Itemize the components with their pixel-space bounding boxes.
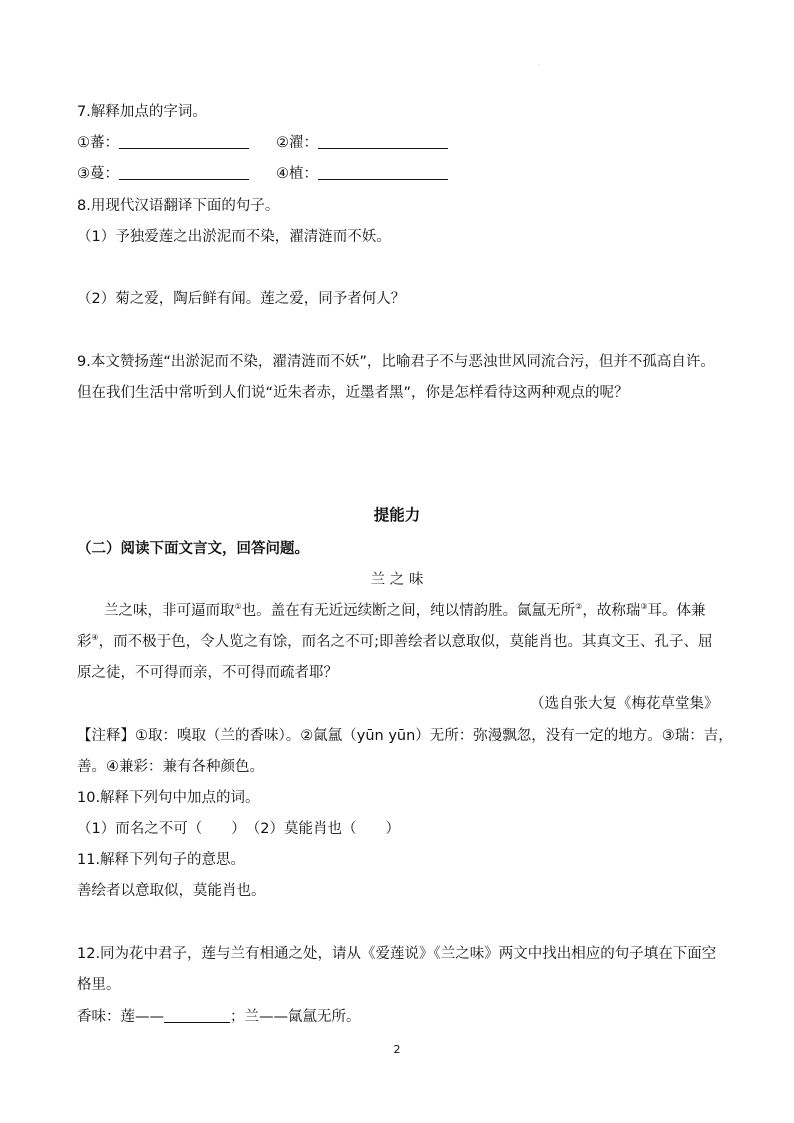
page-number: 2 [393,1043,401,1056]
essay-text: 兰之味，非可逼而取 [104,603,235,619]
q12-line-2: 格里。 [77,977,121,993]
q10-items: （1）而名之不可（ ） （2）莫能肖也（ ） [77,821,400,837]
note-marker: ① [234,602,242,612]
q8-sentence-1: （1）予独爱莲之出淤泥而不染，濯清涟而不妖。 [77,229,391,245]
essay-text: 彩 [77,634,92,650]
q12-line-3 [77,1007,361,1027]
q11-sentence: 善绘者以意取似，莫能肖也。 [77,883,266,899]
q7-item-label: ④植： [276,166,318,182]
essay-text: 也。盖在有无近远续断之间，纯以情韵胜。氤氲无所 [241,603,576,619]
q7-item-1 [77,133,249,153]
q12-line-1: 12.同为花中君子，莲与兰有相通之处，请从《爱莲说》《兰之味》两文中找出相应的句子填在下面空 [77,946,717,962]
answer-blank[interactable] [119,165,249,180]
q7-item-2 [276,133,448,153]
essay-text: ，而不极于色，令人览之有馀，而名之不可;即善绘者以意取似，莫能肖也。其真文王、孔子、屈 [98,634,713,650]
essay-paragraph-line-2 [77,632,713,652]
part2-heading: （二）阅读下面文言文，回答问题。 [77,541,309,557]
note-marker: ④ [91,633,99,643]
q7-item-3 [77,164,249,184]
essay-paragraph-line-3: 原之徒，不可得而亲，不可得而疏者耶？ [77,665,338,681]
annotation-line-1: 【注释】①取：嗅取（兰的香味）。②氤氲（yūn yūn）无所：弥漫飘忽，没有一定的地方。③瑞：吉， [77,728,733,744]
header-mark: . [538,60,540,67]
q7-item-label: ①蕃： [77,135,119,151]
q12-text: 香味：莲—— [77,1009,164,1025]
essay-paragraph-line-1 [104,601,706,621]
essay-text: ，故称瑞 [582,603,641,619]
section-title: 提能力 [373,506,421,524]
q10-title: 10.解释下列句中加点的词。 [77,790,260,806]
answer-blank[interactable] [318,134,448,149]
answer-blank[interactable] [164,1008,230,1023]
q9-line-1: 9.本文赞扬莲“出淤泥而不染，濯清涟而不妖”，比喻君子不与恶浊世风同流合污，但并不孤高自许。 [77,354,715,370]
q9-line-2: 但在我们生活中常听到人们说“近朱者赤，近墨者黑”，你是怎样看待这两种观点的呢？ [77,385,629,401]
answer-blank[interactable] [119,134,249,149]
essay-title: 兰 之 味 [370,572,424,588]
q12-text: ；兰——氤氲无所。 [230,1009,361,1025]
q7-item-label: ③蔓： [77,166,119,182]
q7-item-4 [276,164,448,184]
q11-title: 11.解释下列句子的意思。 [77,852,246,868]
essay-source: （选自张大复《梅花草堂集》 [530,696,719,712]
answer-blank[interactable] [318,165,448,180]
q8-sentence-2: （2）菊之爱，陶后鲜有闻。莲之爱，同予者何人？ [77,291,406,307]
q7-title: 7.解释加点的字词。 [77,104,207,120]
note-marker: ③ [640,602,648,612]
annotation-line-2: 善。④兼彩：兼有各种颜色。 [77,759,264,775]
q7-item-label: ②濯： [276,135,318,151]
essay-text: 耳。体兼 [647,603,706,619]
note-marker: ② [575,602,583,612]
q8-title: 8.用现代汉语翻译下面的句子。 [77,198,280,214]
